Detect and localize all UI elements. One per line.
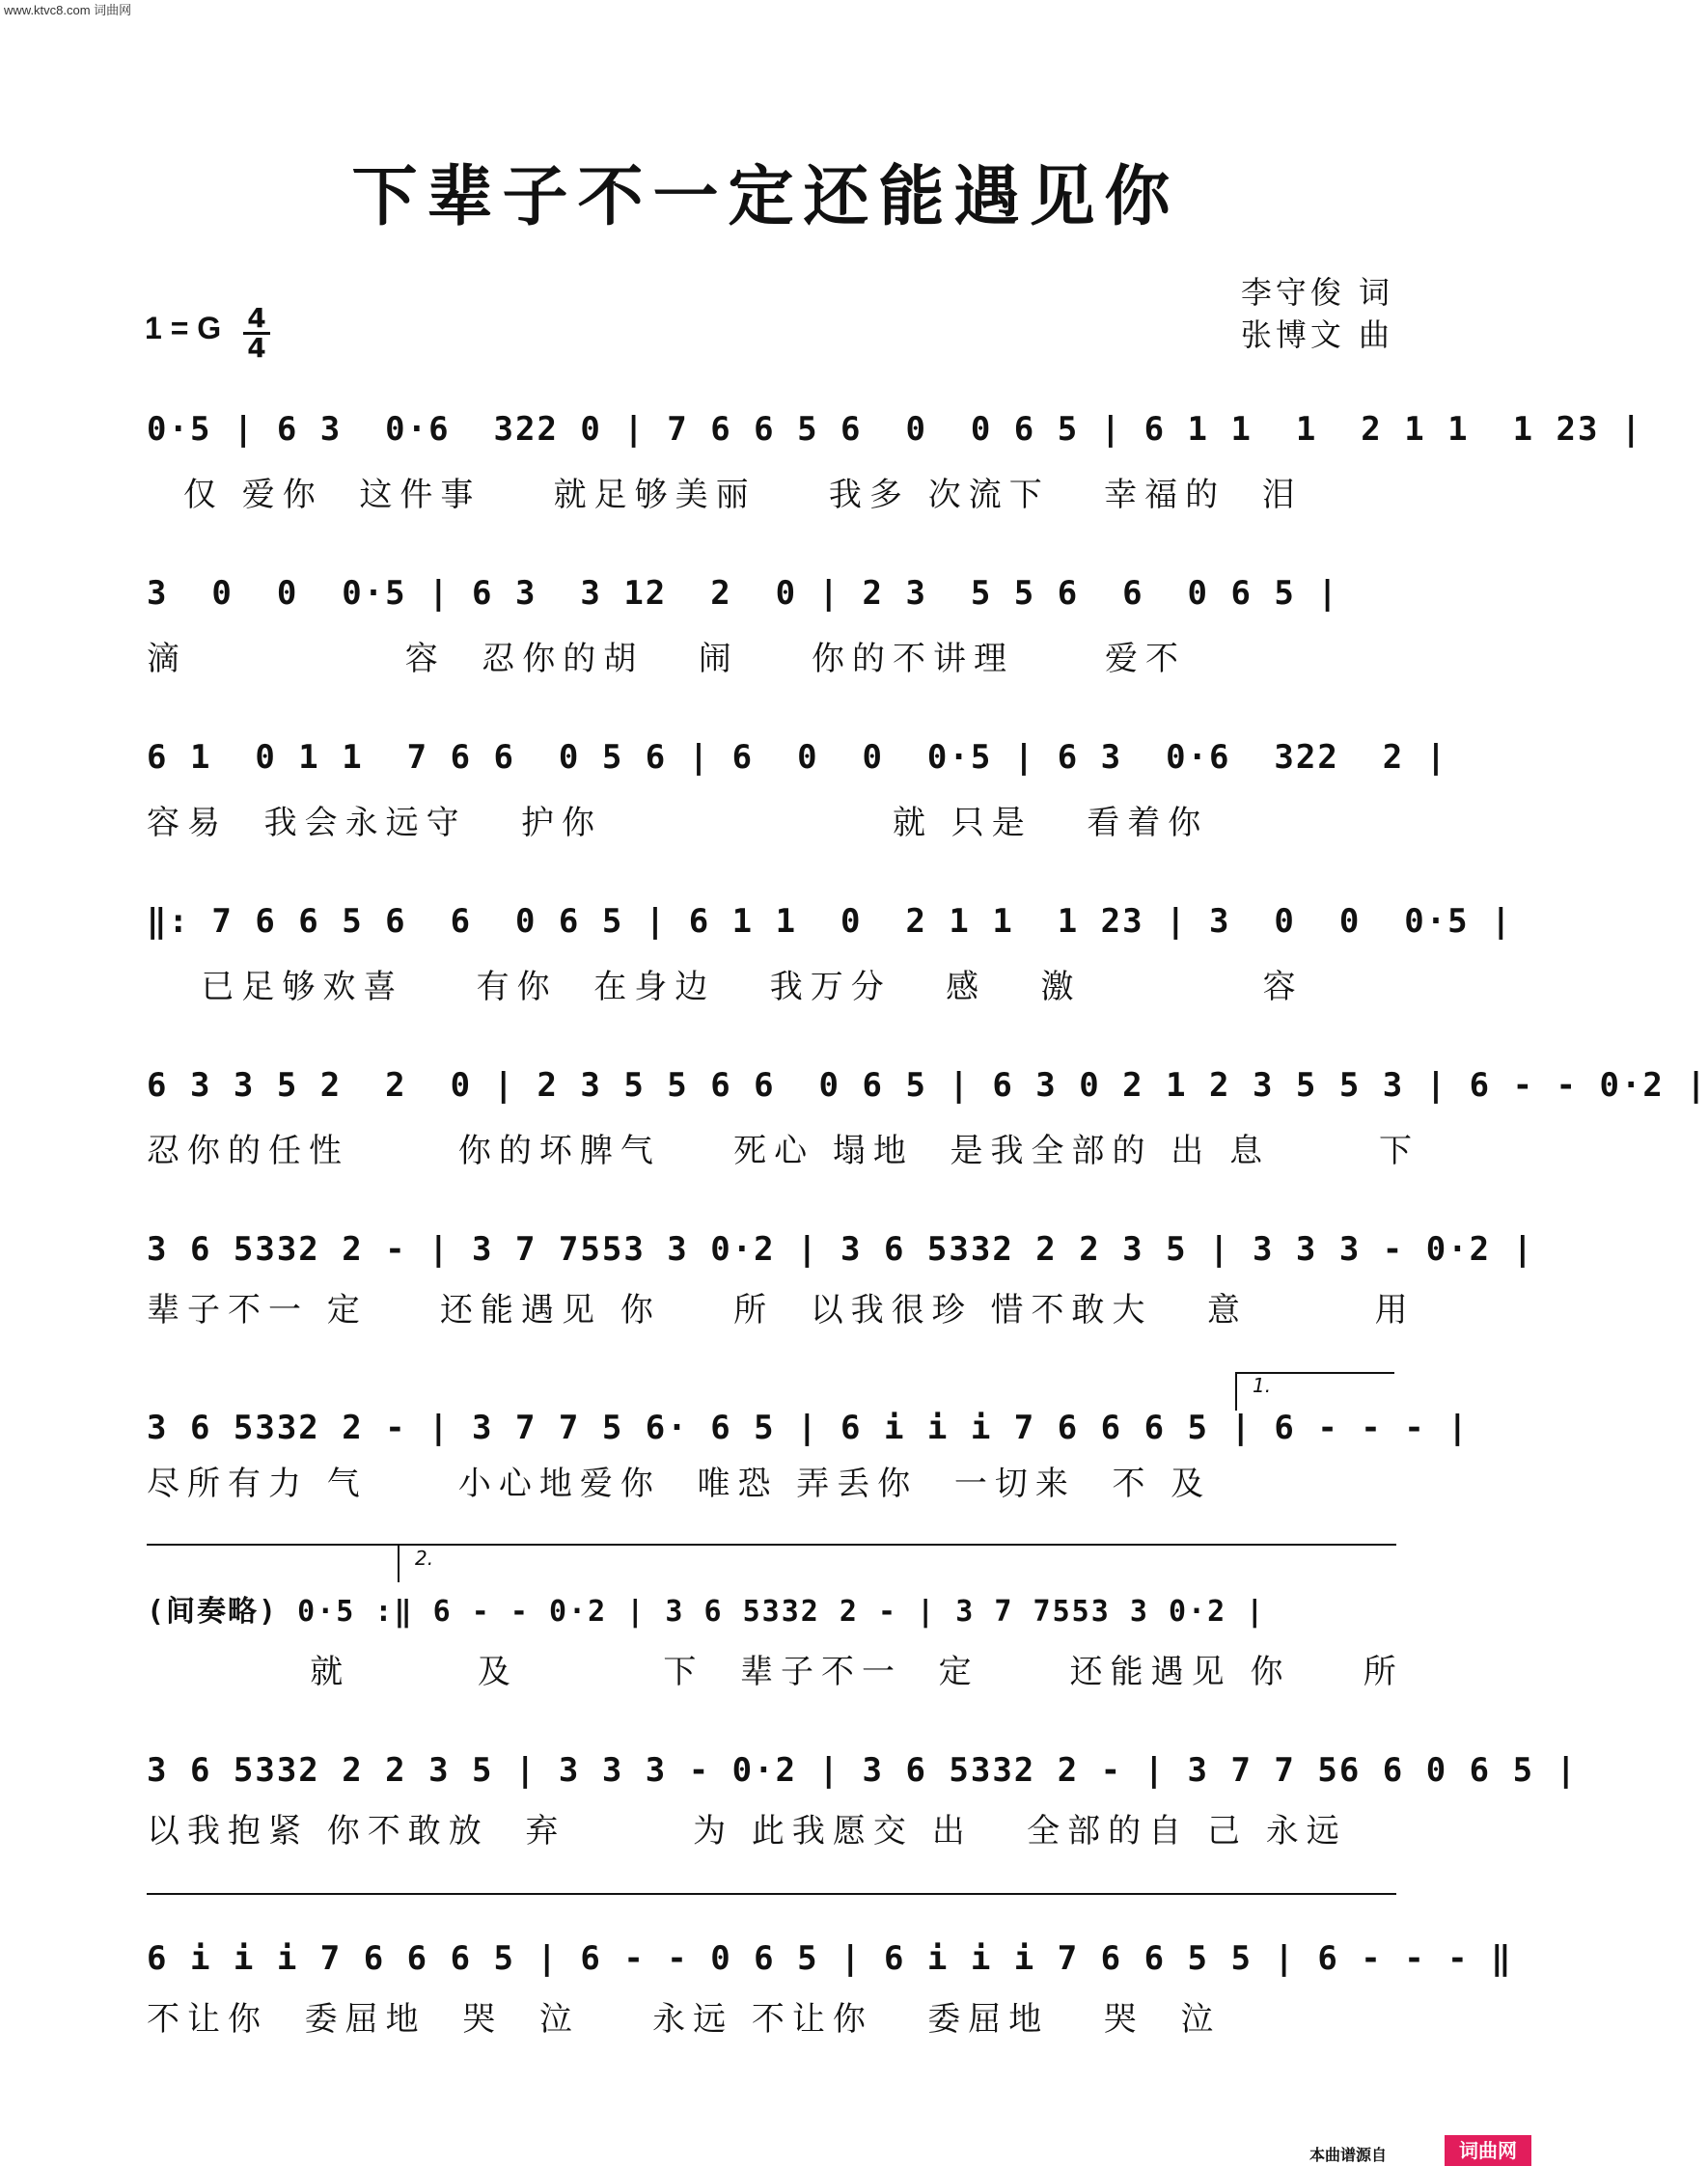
lyrics-row-9: 以我抱紧 你不敢放 弃 为 此我愿交 出 全部的自 己 永远	[147, 1812, 1347, 1851]
lyrics-row-7: 尽所有力 气 小心地爱你 唯恐 弄丢你 一切来 不 及	[147, 1465, 1212, 1503]
time-signature-bottom: 4	[247, 332, 266, 364]
song-title: 下辈子不一定还能遇见你	[351, 159, 1180, 235]
volta-1-edge	[1235, 1372, 1237, 1411]
lyrics-row-4: 已足够欢喜 有你 在身边 我万分 感 激 容	[147, 968, 1304, 1006]
lyrics-row-3: 容易 我会永远守 护你 就 只是 看着你	[147, 804, 1209, 842]
notes-row-1: 0·5 | 6 3 0·6 322 0 | 7 6 6 5 6 0 0 6 5 | 6 1 1 1 2 1 1 1 23 |	[147, 410, 1643, 449]
lyrics-row-1: 仅 爱你 这件事 就足够美丽 我多 次流下 幸福的 泪	[183, 476, 1303, 514]
notes-row-10: 6 i i i 7 6 6 6 5 | 6 - - 0 6 5 | 6 i i i 7 6 6 5 5 | 6 - - - ‖	[147, 1939, 1513, 1978]
composer-credit: 张博文 曲	[1240, 316, 1393, 353]
lyrics-row-10: 不让你 委屈地 哭 泣 永远 不让你 委屈地 哭 泣	[147, 2000, 1222, 2039]
section-divider	[147, 1544, 1396, 1546]
notes-row-6: 3 6 5332 2 - | 3 7 7553 3 0·2 | 3 6 5332 2 2 3 5 | 3 3 3 - 0·2 |	[147, 1230, 1535, 1269]
lyricist-credit: 李守俊 词	[1240, 274, 1393, 311]
coda-divider	[147, 1893, 1396, 1895]
lyrics-row-5: 忍你的任性 你的坏脾气 死心 塌地 是我全部的 出 息 下	[147, 1132, 1419, 1170]
notes-row-5: 6 3 3 5 2 2 0 | 2 3 5 5 6 6 0 6 5 | 6 3 0 2 1 2 3 5 5 3 | 6 - - 0·2 |	[147, 1066, 1708, 1105]
watermark: www.ktvc8.com 词曲网	[4, 3, 132, 17]
volta-2-edge	[398, 1544, 399, 1582]
volta-2-label: 2.	[415, 1547, 434, 1570]
notes-row-3: 6 1 0 1 1 7 6 6 0 5 6 | 6 0 0 0·5 | 6 3 0·6 322 2 |	[147, 738, 1448, 777]
lyrics-row-2: 滴 容 忍你的胡 闹 你的不讲理 爱不	[147, 640, 1186, 678]
volta-1-label: 1.	[1253, 1374, 1272, 1397]
lyrics-row-8: 就 及 下 辈子不一 定 还能遇见 你 所	[147, 1653, 1404, 1691]
notes-row-2: 3 0 0 0·5 | 6 3 3 12 2 0 | 2 3 5 5 6 6 0 6 5 |	[147, 574, 1339, 613]
notes-row-8: (间奏略) 0·5 :‖ 6 - - 0·2 | 3 6 5332 2 - | 3 7 7553 3 0·2 |	[147, 1595, 1266, 1629]
notes-row-4: ‖: 7 6 6 5 6 6 0 6 5 | 6 1 1 0 2 1 1 1 23 | 3 0 0 0·5 |	[147, 902, 1513, 941]
key-signature: 1 = G	[145, 311, 222, 345]
notes-row-7: 3 6 5332 2 - | 3 7 7 5 6· 6 5 | 6 i i i 7 6 6 6 5 | 6 - - - |	[147, 1409, 1470, 1447]
footer-source-text: 本曲谱源自	[1309, 2146, 1388, 2164]
lyrics-row-6: 辈子不一 定 还能遇见 你 所 以我很珍 惜不敢大 意 用	[147, 1291, 1416, 1330]
notes-row-9: 3 6 5332 2 2 3 5 | 3 3 3 - 0·2 | 3 6 5332 2 - | 3 7 7 56 6 0 6 5 |	[147, 1751, 1579, 1790]
site-logo: 词曲网	[1445, 2135, 1531, 2166]
time-signature	[241, 302, 272, 364]
time-signature-top: 4	[247, 302, 266, 334]
footer-credit	[1309, 2131, 1531, 2166]
